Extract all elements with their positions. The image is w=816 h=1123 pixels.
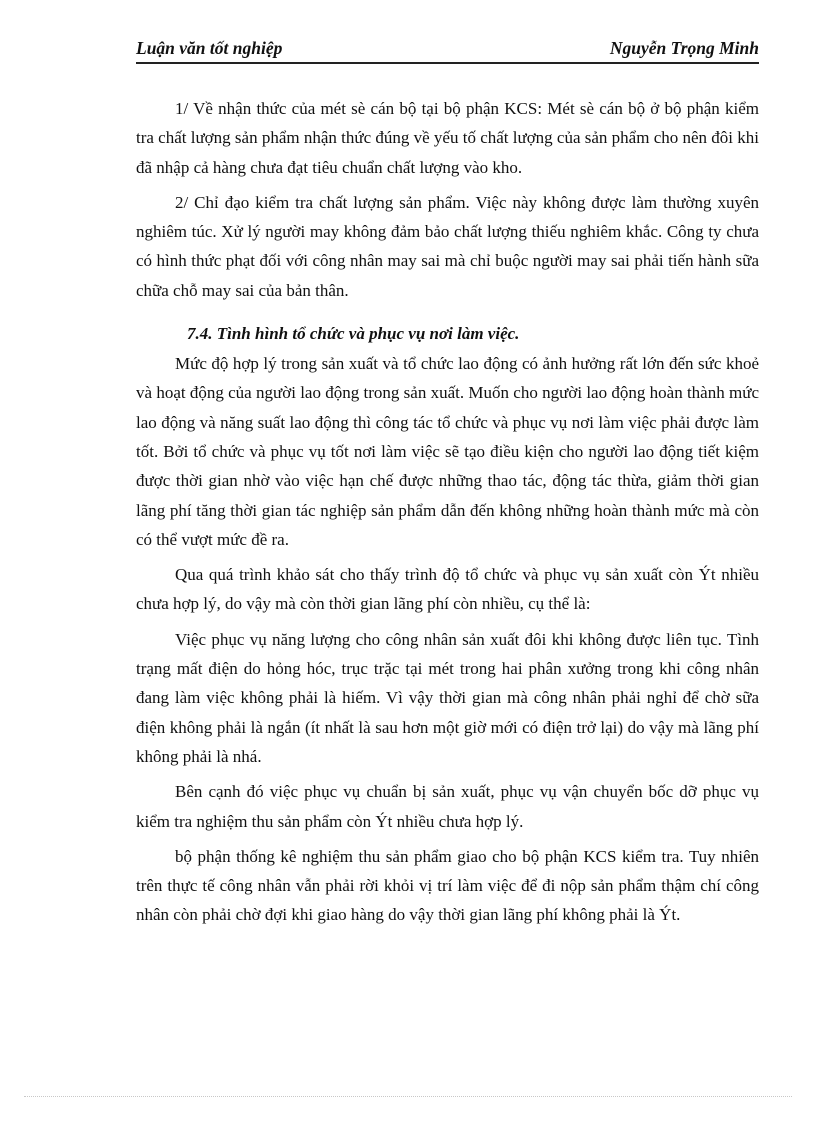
page-header <box>136 36 759 64</box>
header-thesis-title: Luận văn tốt nghiệp <box>136 38 283 58</box>
page-body <box>136 94 759 936</box>
paragraph-kcs-awareness: 1/ Về nhận thức của mét sè cán bộ tại bộ phận KCS: Mét sè cán bộ ở bộ phận kiểm tra chất lượng sản phẩm nhận thức đúng về yếu tố chất lượng của sản phẩm cho nên đôi khi đã nhập cả hàng chưa đạt tiêu chuẩn chất lượng vào kho. <box>136 99 759 177</box>
paragraph-product-acceptance: bộ phận thống kê nghiệm thu sản phẩm giao cho bộ phận KCS kiểm tra. Tuy nhiên trên thực tế công nhân vẫn phải rời khỏi vị trí làm việc để đi nộp sản phẩm thậm chí công nhân còn phải chờ đợi khi giao hàng do vậy thời gian lãng phí không phải là Ýt. <box>136 846 759 925</box>
footer-divider <box>24 1096 792 1097</box>
section-heading: 7.4. Tình hình tổ chức và phục vụ nơi làm việc. <box>187 324 520 344</box>
paragraph-quality-inspection: 2/ Chỉ đạo kiểm tra chất lượng sản phẩm. Việc này không được làm thường xuyên nghiêm túc. Xử lý người may không đảm bảo chất lượng thiếu nghiêm khắc. Công ty chưa có hình thức phạt đối với công nhân may sai mà chỉ buộc người may sai phải tiến hành sữa chữa chỗ may sai của bản thân. <box>136 192 759 300</box>
paragraph-production-support: Bên cạnh đó việc phục vụ chuẩn bị sản xuất, phục vụ vận chuyển bốc dỡ phục vụ kiểm tra nghiệm thu sản phẩm còn Ýt nhiều chưa hợp lý. <box>136 782 759 831</box>
paragraph-survey-findings: Qua quá trình khảo sát cho thấy trình độ tổ chức và phục vụ sản xuất còn Ýt nhiều chưa hợp lý, do vậy mà còn thời gian lãng phí còn nhiều, cụ thể là: <box>136 565 759 614</box>
paragraph-power-supply: Việc phục vụ năng lượng cho công nhân sản xuất đôi khi không được liên tục. Tình trạng mất điện do hỏng hóc, trục trặc tại mét trong hai phân xưởng trong khi công nhân đang làm việc không phải là hiếm. Vì vậy thời gian mà công nhân phải nghỉ để chờ sữa điện không phải là ngắn (ít nhất là sau hơn một giờ mới có điện trở lại) do vậy mà lãng phí không phải là nhá. <box>136 629 759 766</box>
paragraph-workplace-organization: Mức độ hợp lý trong sản xuất và tổ chức lao động có ảnh hưởng rất lớn đến sức khoẻ và hoạt động của người lao động trong sản xuất. Muốn cho người lao động hoàn thành mức lao động và năng suất lao động thì công tác tổ chức và phục vụ nơi làm việc phải được làm tốt. Bởi tổ chức và phục vụ tốt nơi làm việc sẽ tạo điều kiện cho người lao động tiết kiệm được thời gian nhờ vào việc hạn chế được những thao tác, động tác thừa, giảm thời gian lãng phí tăng thời gian tác nghiệp sản phẩm dẫn đến không những hoàn thành mức mà còn có thể vượt mức đề ra. <box>136 354 759 549</box>
header-author-name: Nguyễn Trọng Minh <box>609 38 759 58</box>
